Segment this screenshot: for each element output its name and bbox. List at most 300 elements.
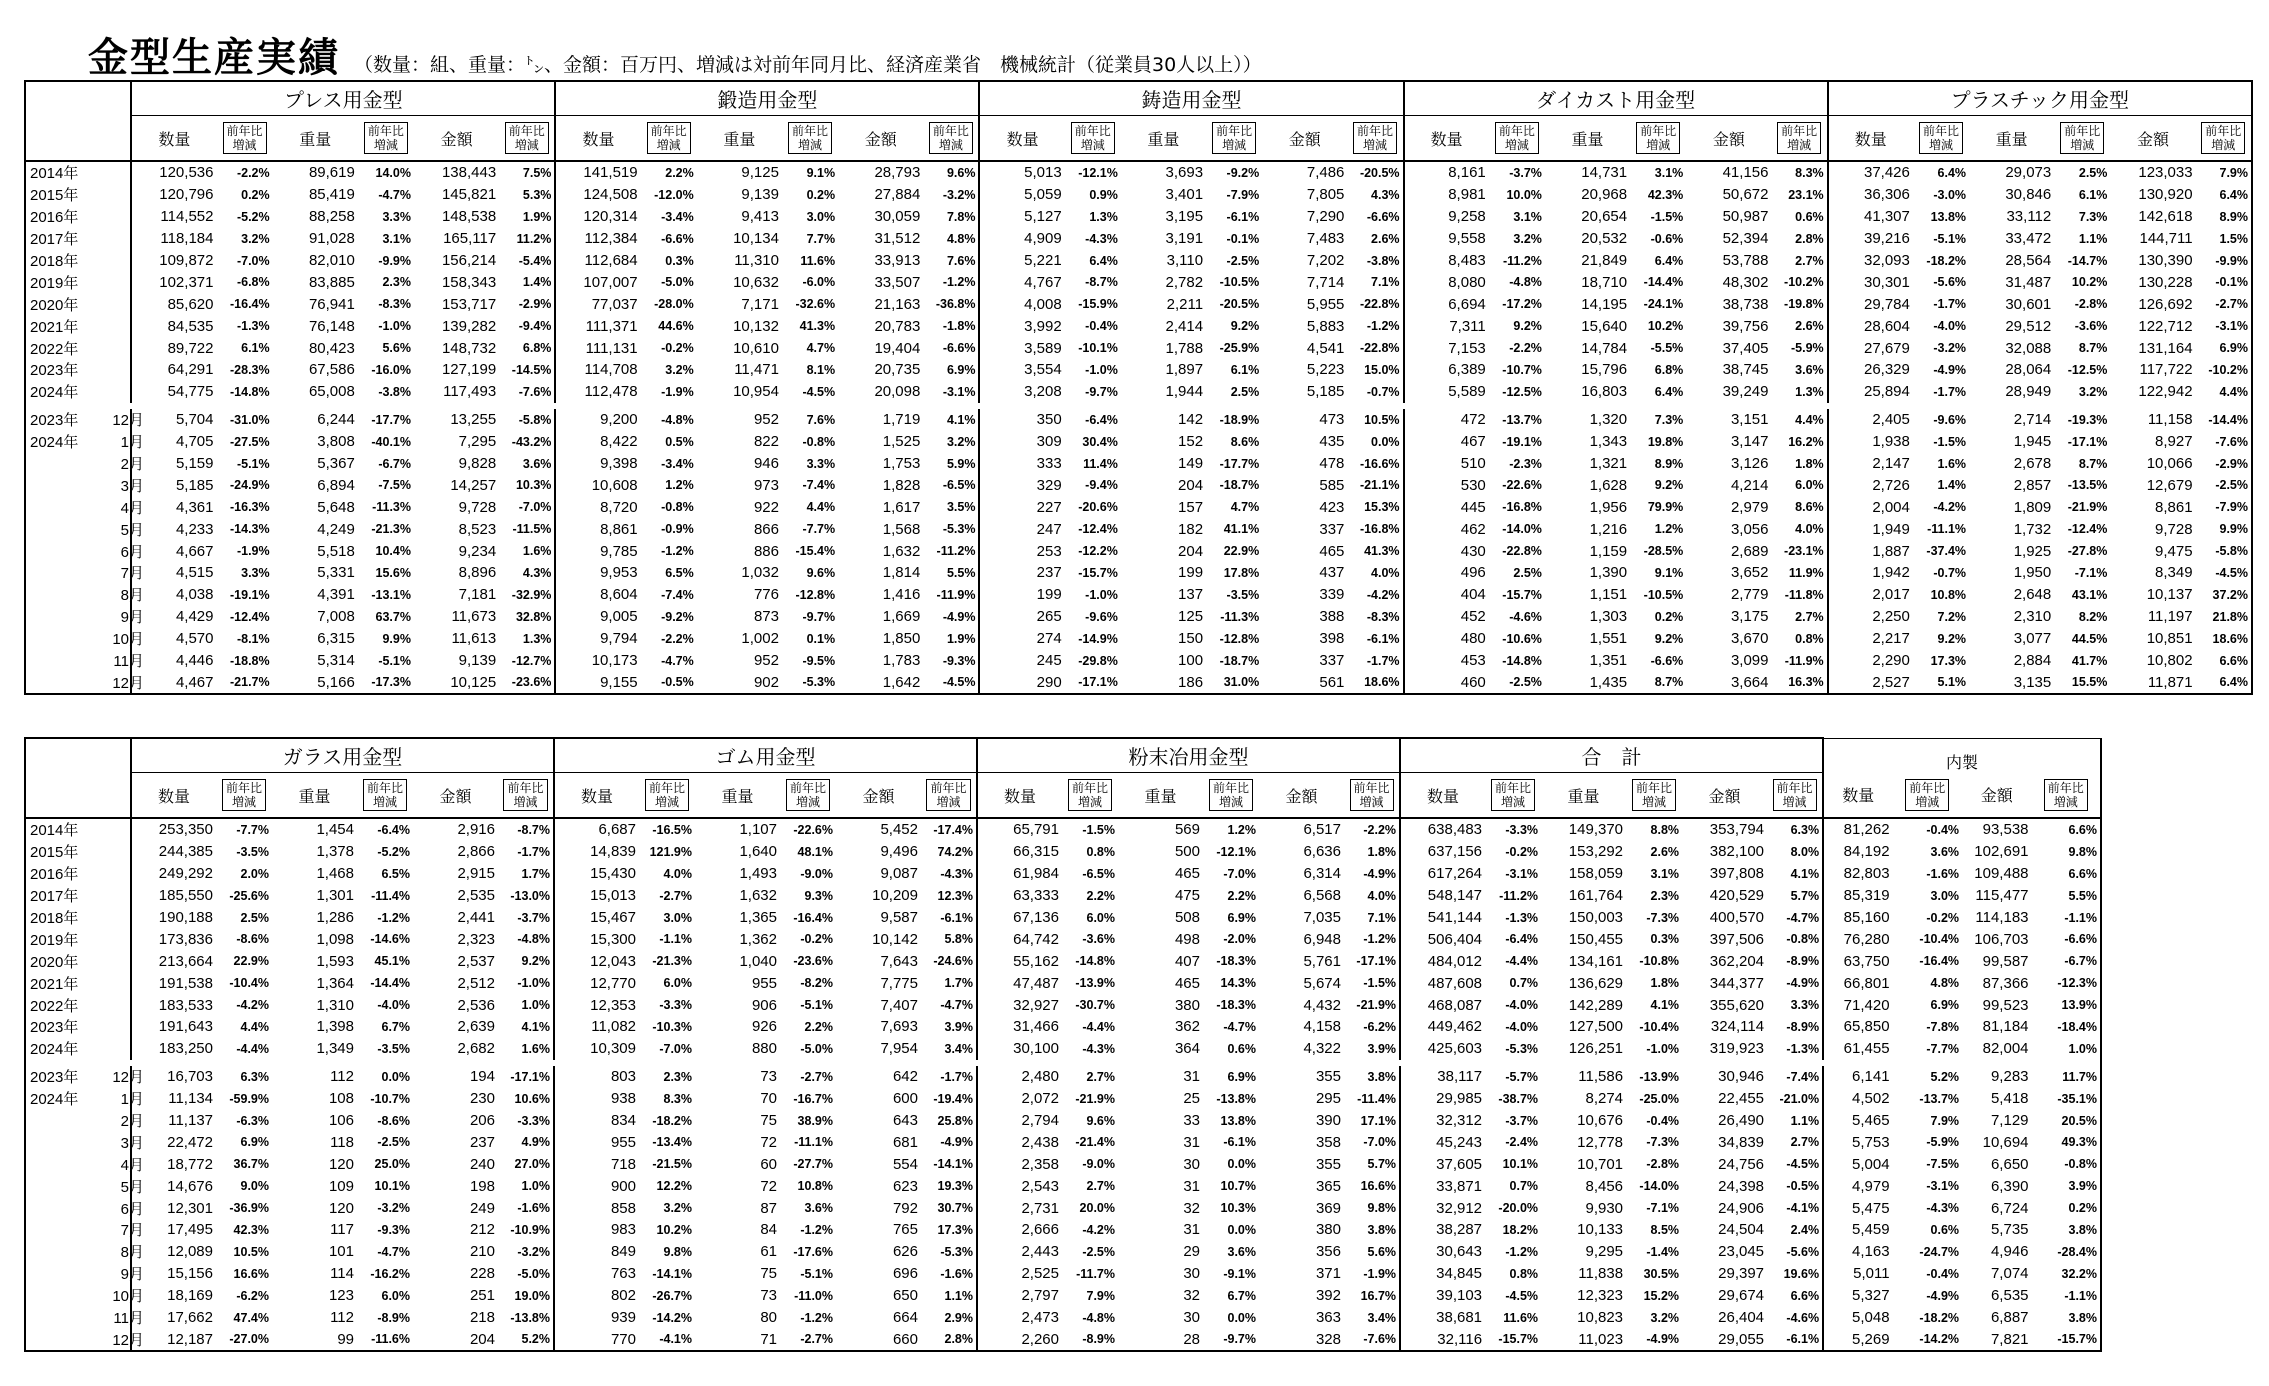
yoy-cell: -11.4% [371, 888, 410, 903]
value-cell: 939 [554, 1307, 639, 1329]
value-cell: 952 [753, 652, 779, 670]
value-cell: 190,188 [131, 907, 216, 929]
yoy-cell: 6.6% [2032, 863, 2101, 885]
yoy-cell: -0.7% [1933, 565, 1967, 580]
yoy-cell: -7.4% [1786, 1069, 1820, 1084]
table-row [25, 228, 2252, 250]
yoy-cell: 0.8% [1509, 1266, 1539, 1281]
value-cell: 6,650 [1990, 1155, 2029, 1173]
value-cell: 31,512 [874, 230, 921, 248]
yoy-cell: 1.4% [1937, 478, 1967, 493]
yoy-cell: -1.2% [800, 1310, 833, 1325]
yoy-cell: -5.1% [378, 653, 411, 668]
yoy-cell: -16.6% [1359, 456, 1400, 471]
yoy-cell: 1.9% [522, 209, 552, 224]
value-cell: 83,885 [308, 273, 355, 291]
row-label [25, 271, 131, 293]
table-row [25, 606, 2252, 628]
qty-header: 数量 [1828, 116, 1913, 162]
yoy-cell: 3.1% [382, 231, 411, 246]
value-cell: 5,465 [1823, 1110, 1892, 1132]
yoy-cell: -22.6% [793, 822, 833, 837]
yoy-cell: 7.8% [946, 209, 976, 224]
value-cell: 39,216 [1828, 228, 1913, 250]
yoy-header [1893, 773, 1962, 819]
yoy-cell: 3.3% [382, 209, 411, 224]
yoy-cell: -7.9% [2196, 496, 2252, 518]
yoy-cell: 9.2% [1513, 319, 1542, 334]
yoy-cell: -4.4% [1505, 954, 1539, 969]
yoy-cell: 16.6% [233, 1266, 269, 1281]
yoy-cell: -18.4% [2032, 1016, 2101, 1038]
value-cell: 22,472 [131, 1131, 216, 1153]
row-label-year: 2017年 [30, 231, 79, 249]
yoy-cell: -19.8% [1784, 297, 1824, 312]
value-cell: 1,365 [739, 909, 777, 926]
yoy-cell: -24.9% [230, 478, 270, 493]
row-label-year: 2019年 [30, 931, 79, 949]
value-cell: 328 [1259, 1328, 1344, 1351]
yoy-cell: 4.1% [1790, 866, 1820, 881]
weight-header: 重量 [272, 773, 357, 819]
yoy-cell: -18.2% [652, 1113, 692, 1128]
value-cell: 32,116 [1400, 1328, 1485, 1351]
value-cell: 4,391 [317, 586, 355, 604]
yoy-cell: -4.5% [1786, 1157, 1820, 1172]
yoy-cell: -3.4% [661, 456, 694, 471]
yoy-cell: -11.0% [794, 1288, 833, 1303]
row-label-year: 2016年 [30, 209, 79, 227]
yoy-header [641, 116, 697, 162]
value-cell: 93,538 [1982, 821, 2029, 839]
value-cell: 1,593 [316, 952, 354, 970]
value-cell: 9,930 [1585, 1199, 1624, 1217]
table-row [25, 1285, 2101, 1307]
yoy-cell: -9.7% [802, 609, 836, 624]
value-cell: 72 [760, 1177, 777, 1195]
value-cell: 7,008 [317, 608, 355, 626]
yoy-cell: 10.0% [1506, 187, 1542, 202]
yoy-cell: -2.4% [1505, 1135, 1539, 1150]
yoy-cell: 6.1% [241, 341, 270, 356]
value-cell: 460 [1404, 671, 1489, 694]
value-cell: 344,377 [1709, 974, 1765, 992]
yoy-cell: -18.3% [1216, 954, 1256, 969]
value-cell: 2,857 [2013, 476, 2052, 494]
row-label-month: 7月 [120, 1222, 144, 1240]
value-cell: 111,131 [555, 337, 640, 359]
yoy-cell: -14.4% [2196, 409, 2252, 431]
value-cell: 24,504 [1718, 1221, 1765, 1239]
value-cell: 5,475 [1823, 1197, 1892, 1219]
yoy-cell: -9.9% [2196, 250, 2252, 272]
value-cell: 158,343 [441, 273, 497, 291]
yoy-cell: -4.8% [1082, 1310, 1115, 1325]
value-cell: 3,693 [1165, 164, 1204, 182]
row-label [25, 1066, 144, 1088]
value-cell: 14,839 [554, 841, 639, 863]
yoy-header [216, 116, 272, 162]
value-cell: 1,944 [1165, 383, 1204, 401]
value-cell: 8,456 [1585, 1177, 1624, 1195]
value-cell: 85,419 [308, 186, 355, 204]
value-cell: 75 [760, 1265, 777, 1283]
yoy-cell: 2.5% [240, 910, 269, 925]
value-cell: 100 [1178, 652, 1204, 670]
value-cell: 17,495 [131, 1219, 216, 1241]
value-cell: 8,422 [555, 431, 640, 453]
yoy-cell: -4.7% [1223, 1019, 1256, 1034]
yoy-cell: 7.3% [1654, 412, 1684, 427]
yoy-cell: -12.7% [511, 653, 552, 668]
value-cell: 4,322 [1303, 1040, 1341, 1058]
yoy-cell: -36.8% [935, 297, 976, 312]
table-row [25, 453, 2252, 475]
value-cell: 9,234 [458, 542, 497, 560]
value-cell: 2,525 [977, 1263, 1062, 1285]
yoy-cell: -17.3% [358, 671, 414, 694]
row-label-year: 2020年 [30, 296, 79, 314]
yoy-cell: -1.9% [236, 544, 270, 559]
value-cell: 230 [469, 1090, 495, 1108]
yoy-cell: -13.0% [510, 888, 550, 903]
yoy-header-label: 前年比 増減 [1919, 122, 1963, 154]
yoy-cell: -4.4% [1082, 1019, 1115, 1034]
value-cell: 148,538 [441, 208, 497, 226]
table-row [25, 518, 2252, 540]
yoy-cell: -4.7% [377, 1244, 410, 1259]
yoy-cell: -1.1% [2032, 907, 2101, 929]
value-cell: 7,407 [880, 996, 918, 1014]
yoy-cell: -4.2% [1366, 587, 1400, 602]
row-label-month: 6月 [120, 1200, 144, 1218]
group-header: プラスチック用金型 [1828, 81, 2252, 116]
value-cell: 3,151 [1730, 411, 1769, 429]
yoy-cell: -6.4% [1505, 932, 1539, 947]
value-cell: 249 [469, 1199, 495, 1217]
value-cell: 9,398 [555, 453, 640, 475]
value-cell: 392 [1315, 1287, 1341, 1305]
yoy-cell: 0.0% [381, 1069, 410, 1084]
value-cell: 9,496 [880, 843, 918, 861]
value-cell: 7,954 [880, 1040, 918, 1058]
value-cell: 32,093 [1828, 250, 1913, 272]
yoy-cell: 0.0% [1227, 1157, 1256, 1172]
yoy-cell: 0.9% [1089, 187, 1118, 202]
yoy-cell: 1.2% [1654, 522, 1684, 537]
row-label-year: 2018年 [30, 253, 79, 270]
value-cell: 5,418 [1990, 1090, 2029, 1108]
value-cell: 5,589 [1404, 381, 1489, 403]
value-cell: 15,467 [554, 907, 639, 929]
row-label-month: 12月 [112, 1069, 144, 1087]
value-cell: 130,228 [2138, 273, 2193, 291]
value-cell: 380 [1174, 996, 1200, 1014]
value-cell: 112,384 [555, 228, 640, 250]
yoy-cell: 18.6% [1347, 671, 1403, 694]
group-header: 鋳造用金型 [979, 81, 1403, 116]
yoy-cell: 4.0% [1367, 888, 1397, 903]
value-cell: 11,082 [554, 1016, 639, 1038]
yoy-cell: -8.1% [236, 631, 270, 646]
value-cell: 339 [1319, 586, 1345, 604]
yoy-cell: -1.7% [1933, 384, 1967, 399]
yoy-cell: 1.6% [522, 544, 552, 559]
row-label [25, 994, 131, 1016]
qty-header: 数量 [1400, 773, 1485, 819]
value-cell: 20,654 [1581, 208, 1628, 226]
value-cell: 7,311 [1404, 315, 1489, 337]
yoy-cell: -9.0% [800, 866, 833, 881]
yoy-cell: -4.7% [378, 187, 411, 202]
yoy-cell: -11.2% [936, 544, 976, 559]
value-cell: 120 [328, 1155, 354, 1173]
value-cell: 9,283 [1990, 1068, 2029, 1086]
value-cell: 11,673 [451, 608, 497, 626]
yoy-header [1485, 773, 1541, 819]
yoy-cell: -15.4% [795, 544, 836, 559]
value-cell: 462 [1404, 518, 1489, 540]
value-cell: 120,796 [131, 184, 216, 206]
yoy-cell: -11.3% [1220, 609, 1260, 624]
yoy-cell: -10.4% [1919, 932, 1960, 947]
yoy-cell: -1.2% [661, 544, 694, 559]
yoy-cell: 6.9% [1930, 998, 1960, 1013]
yoy-header-label: 前年比 増減 [1495, 122, 1539, 154]
yoy-cell: -5.1% [1933, 231, 1967, 246]
yoy-cell: 11.6% [800, 253, 836, 268]
yoy-cell: -7.9% [1226, 187, 1260, 202]
table-row [25, 540, 2252, 562]
yoy-cell: -3.2% [1933, 341, 1967, 356]
value-cell: 161,764 [1568, 887, 1624, 905]
yoy-cell: -4.9% [1626, 1328, 1682, 1351]
yoy-cell: 5.6% [382, 341, 411, 356]
row-label-year: 2014年 [30, 822, 79, 840]
value-cell: 2,714 [2013, 411, 2052, 429]
yoy-cell: -2.0% [1223, 932, 1256, 947]
yoy-cell: -4.3% [1085, 231, 1118, 246]
value-cell: 1,159 [1589, 542, 1628, 560]
yoy-cell: -16.3% [230, 500, 270, 515]
yoy-cell: 1.6% [1937, 456, 1967, 471]
value-cell: 17,662 [131, 1307, 216, 1329]
yoy-cell: -10.2% [2196, 359, 2252, 381]
value-cell: 4,467 [131, 671, 216, 694]
yoy-cell: -16.8% [1359, 522, 1400, 537]
yoy-cell: -2.9% [2196, 453, 2252, 475]
yoy-cell: 3.5% [946, 500, 976, 515]
yoy-cell: 13.9% [2032, 994, 2101, 1016]
yoy-cell: -0.2% [661, 341, 694, 356]
yoy-cell: -7.6% [518, 384, 552, 399]
yoy-cell: -9.1% [1223, 1266, 1256, 1281]
value-cell: 10,066 [2146, 455, 2193, 473]
value-cell: 32,912 [1400, 1197, 1485, 1219]
value-cell: 114,552 [131, 206, 216, 228]
table-row [25, 650, 2252, 672]
yoy-cell: 0.6% [1795, 209, 1824, 224]
yoy-cell: 10.2% [656, 1222, 692, 1237]
yoy-cell: 4.8% [1930, 976, 1960, 991]
yoy-cell: 6.0% [381, 1288, 410, 1303]
value-cell: 5,223 [1306, 361, 1345, 379]
yoy-cell: 9.2% [1654, 478, 1684, 493]
yoy-cell: -1.8% [942, 319, 976, 334]
qty-header: 数量 [977, 773, 1062, 819]
yoy-cell: 3.6% [522, 456, 552, 471]
value-cell: 12,301 [131, 1197, 216, 1219]
value-cell: 5,704 [131, 409, 216, 431]
value-cell: 141,519 [555, 161, 640, 184]
yoy-cell: -11.5% [512, 522, 552, 537]
value-cell: 50,987 [1722, 208, 1769, 226]
yoy-cell: 2.7% [1086, 1179, 1115, 1194]
value-cell: 2,414 [1165, 317, 1204, 335]
yoy-cell: -14.3% [230, 522, 270, 537]
yoy-cell: -4.7% [1786, 910, 1820, 925]
value-cell: 153,292 [1568, 843, 1624, 861]
table-row [25, 1263, 2101, 1285]
yoy-cell: 27.0% [514, 1157, 550, 1172]
value-cell: 12,778 [1577, 1133, 1624, 1151]
value-cell: 407 [1174, 952, 1200, 970]
row-label-year: 2023年 [30, 412, 79, 430]
yoy-cell: -11.2% [1502, 253, 1542, 268]
value-cell: 7,693 [880, 1018, 918, 1036]
value-cell: 32,312 [1400, 1110, 1485, 1132]
value-cell: 1,945 [2013, 433, 2052, 451]
value-cell: 19,404 [874, 339, 921, 357]
yoy-cell: -11.9% [936, 587, 976, 602]
value-cell: 45,243 [1400, 1131, 1485, 1153]
value-cell: 1,301 [316, 887, 354, 905]
value-cell: 12,089 [131, 1241, 216, 1263]
value-cell: 8,274 [1585, 1090, 1624, 1108]
yoy-cell: 6.8% [1654, 362, 1684, 377]
value-cell: 7,805 [1306, 186, 1345, 204]
value-cell: 28,949 [2005, 383, 2052, 401]
value-cell: 776 [753, 586, 779, 604]
yoy-header-label: 前年比 増減 [1071, 122, 1115, 154]
value-cell: 29,073 [2005, 164, 2052, 182]
yoy-cell: -11.1% [1927, 522, 1967, 537]
value-cell: 1,390 [1589, 564, 1628, 582]
value-cell: 1,628 [1589, 476, 1628, 494]
yoy-cell: 44.5% [2071, 631, 2108, 646]
yoy-cell: 3.8% [2032, 1307, 2101, 1329]
value-cell: 84 [760, 1221, 777, 1239]
value-cell: 2,794 [977, 1110, 1062, 1132]
value-cell: 153,717 [441, 295, 497, 313]
value-cell: 650 [892, 1287, 918, 1305]
value-cell: 39,756 [1722, 317, 1769, 335]
yoy-cell: -16.2% [370, 1266, 410, 1281]
qty-header: 数量 [1404, 116, 1489, 162]
yoy-cell: 7.3% [2078, 209, 2108, 224]
value-cell: 866 [753, 520, 779, 538]
value-cell: 11,023 [1541, 1328, 1626, 1351]
row-label [25, 606, 144, 628]
yoy-cell: -9.2% [1226, 165, 1260, 180]
value-cell: 2,537 [457, 952, 495, 970]
value-cell: 2,779 [1730, 586, 1769, 604]
yoy-cell: 7.5% [522, 165, 552, 180]
yoy-header [639, 773, 695, 819]
value-cell: 185,550 [131, 885, 216, 907]
value-cell: 467 [1404, 431, 1489, 453]
yoy-cell: -10.4% [229, 976, 269, 991]
amount-header: 金額 [1259, 773, 1344, 819]
value-cell: 2,731 [977, 1197, 1062, 1219]
row-label-month: 3月 [120, 477, 144, 495]
group-header: ダイカスト用金型 [1404, 81, 1828, 116]
yoy-cell: 6.9% [946, 362, 976, 377]
yoy-cell: -8.3% [1366, 609, 1400, 624]
value-cell: 398 [1319, 630, 1345, 648]
yoy-cell: -6.6% [1366, 209, 1400, 224]
yoy-cell: -17.1% [1356, 954, 1397, 969]
value-cell: 3,077 [2013, 630, 2052, 648]
yoy-cell: 9.8% [663, 1244, 692, 1259]
yoy-cell: -3.8% [378, 384, 411, 399]
value-cell: 30 [1183, 1309, 1200, 1327]
yoy-cell: -2.7% [2196, 293, 2252, 315]
value-cell: 117,493 [443, 383, 497, 401]
value-cell: 12,679 [2146, 476, 2193, 494]
value-cell: 763 [554, 1263, 639, 1285]
yoy-cell: -14.2% [1893, 1328, 1962, 1351]
value-cell: 107,007 [555, 271, 640, 293]
row-label [25, 841, 131, 863]
yoy-cell: -0.4% [1926, 1266, 1960, 1281]
value-cell: 38,287 [1400, 1219, 1485, 1241]
yoy-cell: -18.2% [1926, 253, 1967, 268]
yoy-header [1913, 116, 1969, 162]
yoy-header [1206, 116, 1262, 162]
sub-header-row [25, 773, 2101, 819]
value-cell: 642 [892, 1068, 918, 1086]
table-row [25, 628, 2252, 650]
row-label-month: 1月 [120, 1091, 144, 1109]
value-cell: 362 [1174, 1018, 1200, 1036]
row-label [25, 1285, 144, 1307]
row-label [25, 650, 144, 672]
value-cell: 873 [753, 608, 779, 626]
value-cell: 371 [1315, 1265, 1341, 1283]
value-cell: 7,202 [1306, 252, 1345, 269]
yoy-cell: -2.5% [1489, 671, 1545, 694]
value-cell: 50,672 [1722, 186, 1769, 204]
value-cell: 1,950 [2013, 564, 2052, 582]
yoy-cell: 6.1% [2078, 187, 2108, 202]
value-cell: 11,137 [131, 1110, 216, 1132]
value-cell: 2,310 [2013, 608, 2052, 626]
value-cell: 31 [1183, 1068, 1200, 1086]
yoy-cell: 0.7% [1509, 976, 1539, 991]
value-cell: 20,968 [1581, 186, 1628, 204]
value-cell: 2,438 [977, 1131, 1062, 1153]
page-header [88, 26, 1262, 81]
yoy-cell: 0.2% [241, 187, 270, 202]
yoy-cell: -28.3% [230, 362, 270, 377]
table-row [25, 315, 2252, 337]
value-cell: 1,525 [882, 433, 921, 451]
yoy-cell: -5.1% [800, 1266, 833, 1281]
yoy-cell: -4.9% [1786, 976, 1820, 991]
value-cell: 1,850 [882, 630, 921, 648]
value-cell: 2,147 [1828, 453, 1913, 475]
